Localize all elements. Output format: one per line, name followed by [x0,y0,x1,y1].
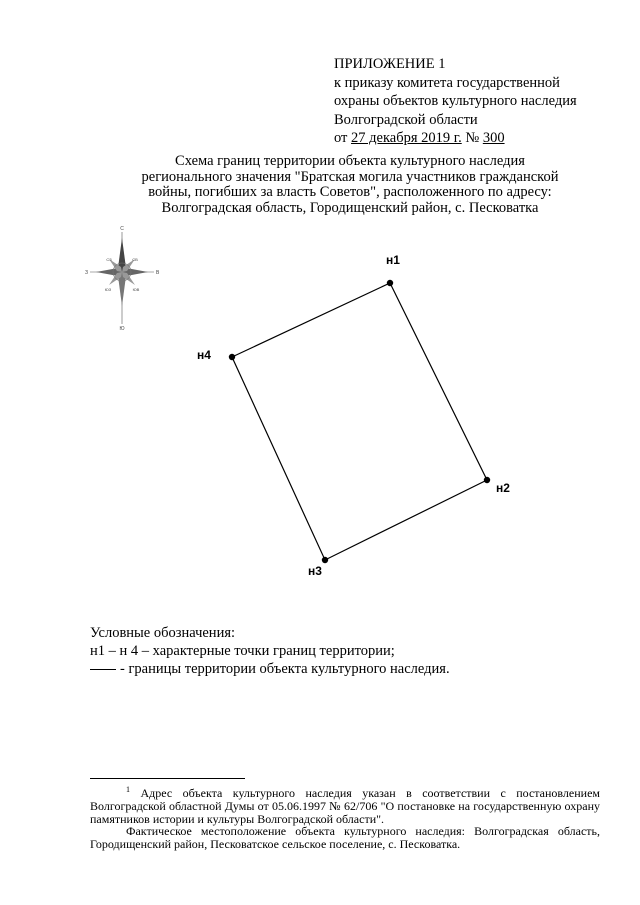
boundary-point-n1 [387,280,393,286]
footnote-paragraph [90,825,600,851]
order-number: 300 [482,130,505,146]
compass-label: С [120,226,124,232]
legend-boundary-entry [90,660,450,678]
order-date: 27 декабря 2019 г. [351,130,462,146]
footnote-text: Адрес объекта культурного наследия указан в соответствии с постановлением Волгоградской областной Думы от 05.06.1997 № 62/706 "О постановке на государственную охрану памятников истории и культуры Волгоградской области". [90,786,601,826]
appendix-title: ПРИЛОЖЕНИЕ 1 [334,56,446,72]
compass-label: Ю [119,326,125,332]
boundary-point-n3 [322,557,328,563]
footnote-paragraph [90,784,600,825]
compass-rose-icon [85,226,160,332]
scheme-title-line: войны, погибших за власть Советов", расположенного по адресу: [148,184,552,200]
footnote-text: Фактическое местоположение объекта культурного наследия: Волгоградская область, Городищенский район, Песковатское сельское поселение, с. Песковатка. [90,824,600,852]
compass-label: З [84,270,88,276]
scheme-title-line: Схема границ территории объекта культурного наследия [175,153,525,169]
point-label-n2: н2 [496,481,510,495]
compass-label: В [156,270,160,276]
footnote-separator [90,778,245,779]
scheme-title-line: регионального значения "Братская могила участников гражданской [141,168,559,185]
territory-boundary [232,283,487,560]
appendix-line: охраны объектов культурного наследия [334,93,577,109]
boundary-point-n4 [229,354,235,360]
boundary-point-n2 [484,477,490,483]
compass-label: ЮЗ [104,287,112,292]
footnote [90,784,600,851]
scheme-title-line: Волгоградская область, Городищенский район, с. Песковатка [161,199,539,216]
appendix-line: к приказу комитета государственной [334,74,560,91]
legend-points-entry: н1 – н 4 – характерные точки границ территории; [90,643,395,659]
compass-label: СЗ [106,257,112,262]
point-label-n1: н1 [386,253,400,267]
order-prefix: от [334,130,348,146]
legend-title: Условные обозначения: [90,625,236,641]
compass-label: ЮВ [132,287,140,292]
order-number-sign: № [465,130,480,146]
footnote-marker: 1 [126,785,130,794]
point-label-n3: н3 [308,564,322,578]
legend-boundary-text: - границы территории объекта культурного наследия. [120,661,450,677]
appendix-line: Волгоградской области [334,111,478,128]
point-label-n4: н4 [197,348,211,362]
legend [90,624,450,678]
boundary-line-sample [90,669,116,670]
compass-label: СВ [132,257,138,262]
